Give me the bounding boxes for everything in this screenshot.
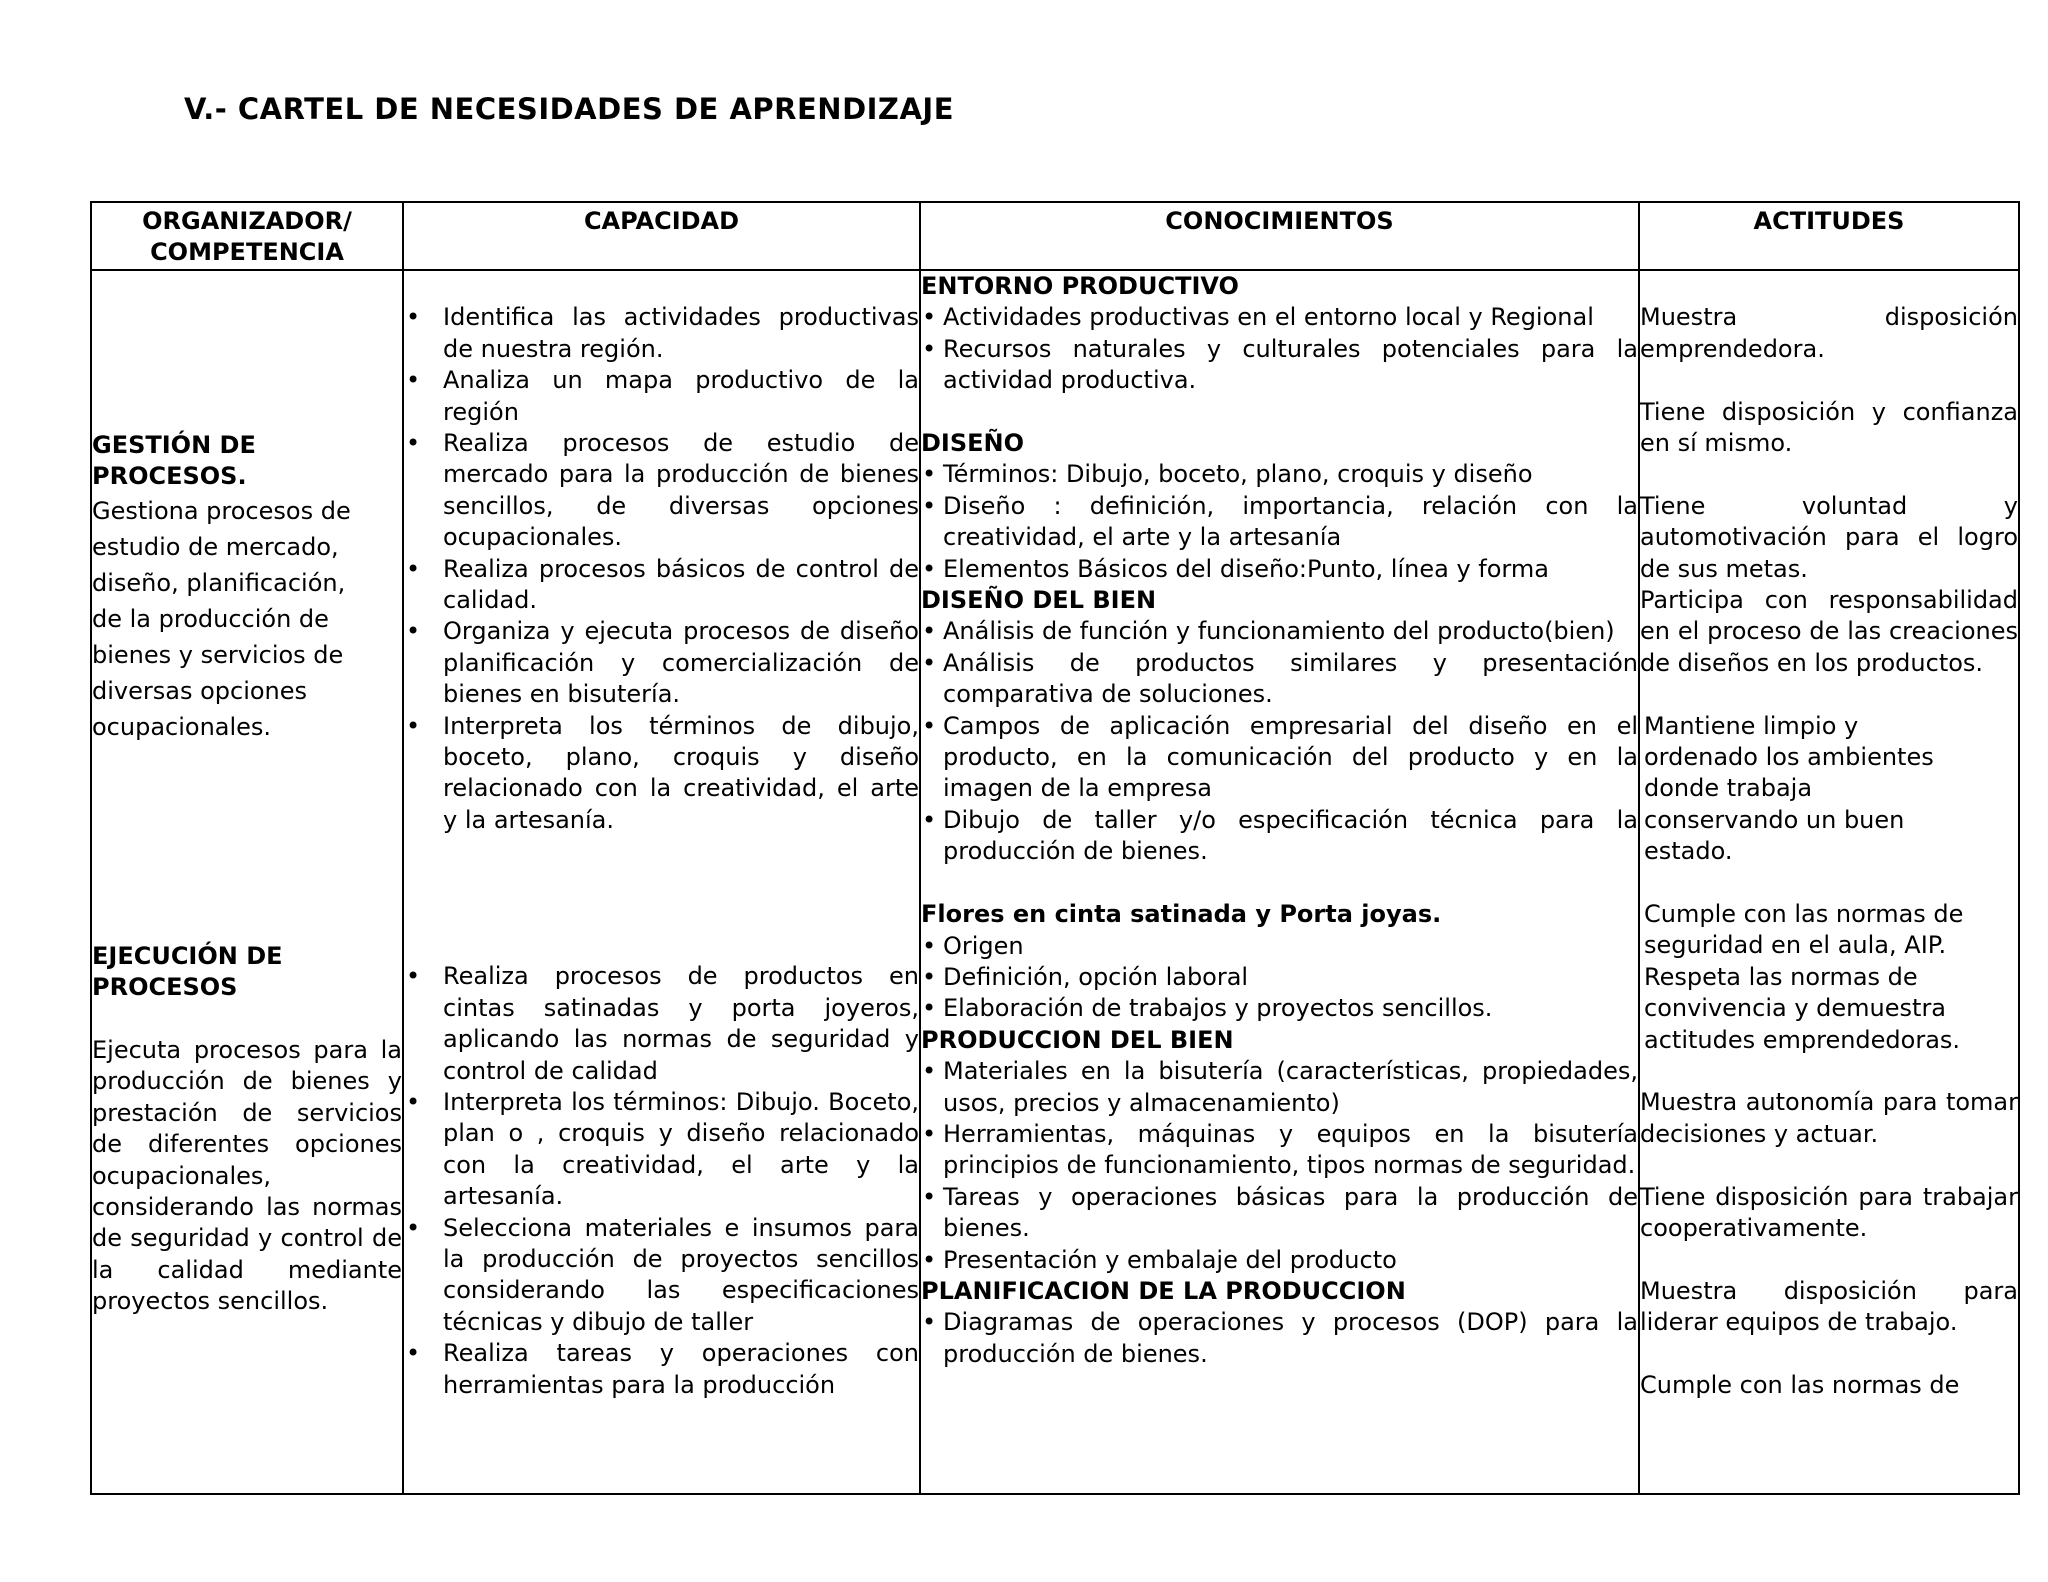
actitud-limpieza-line: Mantiene limpio y bbox=[1644, 711, 1859, 740]
list-item: • Presentación y embalaje del producto bbox=[921, 1245, 1638, 1276]
list-item: • Definición, opción laboral bbox=[921, 962, 1638, 993]
actitudes-cell bbox=[1639, 270, 2019, 1494]
flores-title: Flores en cinta satinada y Porta joyas. bbox=[921, 900, 1442, 929]
actitud-seguridad bbox=[1640, 899, 2018, 1056]
organizador-cell bbox=[91, 270, 403, 1494]
header-organizador bbox=[91, 202, 403, 270]
content-row bbox=[91, 270, 2019, 1494]
gestion-title: GESTIÓN DE PROCESOS. bbox=[92, 431, 256, 491]
gestion-desc-line: diversas opciones bbox=[92, 676, 308, 705]
gestion-desc-line: bienes y servicios de bbox=[92, 640, 344, 669]
list-item: • Interpreta los términos de dibujo, boceto, plano, croquis y diseño relacionado con la creatividad, el arte y la artesanía. bbox=[404, 711, 919, 837]
actitud-limpieza-line: donde trabaja bbox=[1644, 774, 1813, 803]
list-item: • Análisis de función y funcionamiento del producto(bien) bbox=[921, 616, 1638, 647]
capacidad-cell bbox=[403, 270, 920, 1494]
header-organizador-line2: COMPETENCIA bbox=[150, 238, 344, 266]
list-item: • Tareas y operaciones básicas para la producción de bienes. bbox=[921, 1182, 1638, 1245]
gestion-desc-line: Gestiona procesos de bbox=[92, 496, 351, 525]
gestion-desc-line: ocupacionales. bbox=[92, 712, 272, 741]
header-row bbox=[91, 202, 2019, 270]
gestion-description bbox=[92, 493, 402, 745]
ejecucion-description: Ejecuta procesos para la producción de bienes y prestación de servicios de diferentes opciones ocupacionales, considerando las normas de seguridad y control de la calidad mediante proyectos sencillos. bbox=[92, 1036, 402, 1316]
flores-list bbox=[921, 931, 1638, 1025]
page-title: V.- CARTEL DE NECESIDADES DE APRENDIZAJE bbox=[184, 92, 955, 126]
header-capacidad: CAPACIDAD bbox=[403, 202, 920, 270]
actitud-limpieza bbox=[1640, 711, 2018, 868]
actitud-seguridad-line: Respeta las normas de bbox=[1644, 962, 1918, 991]
gestion-desc-line: de la producción de bbox=[92, 604, 329, 633]
list-item: • Elaboración de trabajos y proyectos sencillos. bbox=[921, 993, 1638, 1024]
list-item: • Organiza y ejecuta procesos de diseño planificación y comercialización de bienes en bisutería. bbox=[404, 616, 919, 710]
list-item: • Interpreta los términos: Dibujo. Boceto, plan o , croquis y diseño relacionado con la creatividad, el arte y la artesanía. bbox=[404, 1087, 919, 1213]
diseno-bien-list bbox=[921, 616, 1638, 867]
list-item: • Identifica las actividades productivas de nuestra región. bbox=[404, 302, 919, 365]
actitud-automotivacion: Tiene voluntad y automotivación para el logro de sus metas. bbox=[1640, 491, 2018, 583]
actitud-responsabilidad: Participa con responsabilidad en el proceso de las creaciones de diseños en los productos. bbox=[1640, 586, 2018, 677]
diseno-bien-title: DISEÑO DEL BIEN bbox=[921, 586, 1157, 615]
list-item: • Recursos naturales y culturales potenciales para la actividad productiva. bbox=[921, 334, 1638, 397]
list-item: • Materiales en la bisutería (características, propiedades, usos, precios y almacenamiento) bbox=[921, 1056, 1638, 1119]
learning-needs-table bbox=[90, 201, 2020, 1495]
list-item: • Campos de aplicación empresarial del diseño en el producto, en la comunicación del producto y en la imagen de la empresa bbox=[921, 711, 1638, 805]
actitud-seguridad-line: actitudes emprendedoras. bbox=[1644, 1025, 1961, 1054]
diseno-title: DISEÑO bbox=[921, 429, 1025, 458]
planificacion-title: PLANIFICACION DE LA PRODUCCION bbox=[921, 1276, 1406, 1305]
ejecucion-title: EJECUCIÓN DE PROCESOS bbox=[92, 941, 283, 1002]
list-item: • Selecciona materiales e insumos para la producción de proyectos sencillos considerando las especificaciones técnicas y dibujo de taller bbox=[404, 1213, 919, 1339]
capacidad-ejecucion-list bbox=[404, 961, 919, 1401]
produccion-list bbox=[921, 1056, 1638, 1276]
list-item: • Análisis de productos similares y presentación comparativa de soluciones. bbox=[921, 648, 1638, 711]
conocimientos-cell bbox=[920, 270, 1639, 1494]
actitud-cooperacion: Tiene disposición para trabajar cooperativamente. bbox=[1640, 1182, 2018, 1243]
entorno-title: ENTORNO PRODUCTIVO bbox=[921, 272, 1239, 300]
list-item: • Realiza procesos básicos de control de calidad. bbox=[404, 554, 919, 617]
header-organizador-line1: ORGANIZADOR/ bbox=[142, 207, 352, 235]
actitud-seguridad-line: seguridad en el aula, AIP. bbox=[1644, 931, 1947, 960]
list-item: • Realiza procesos de productos en cintas satinadas y porta joyeros, aplicando las normas de seguridad y control de calidad bbox=[404, 961, 919, 1087]
actitud-liderazgo: Muestra disposición para liderar equipos de trabajo. bbox=[1640, 1276, 2018, 1337]
actitud-limpieza-line: ordenado los ambientes bbox=[1644, 743, 1934, 772]
actitud-seguridad-line: Cumple con las normas de bbox=[1644, 900, 1964, 929]
actitud-autonomia: Muestra autonomía para tomar decisiones y actuar. bbox=[1640, 1088, 2018, 1148]
actitud-limpieza-line: estado. bbox=[1644, 837, 1733, 866]
list-item: • Diseño : definición, importancia, relación con la creatividad, el arte y la artesanía bbox=[921, 491, 1638, 554]
gestion-desc-line: estudio de mercado, bbox=[92, 532, 339, 561]
planificacion-list bbox=[921, 1307, 1638, 1370]
header-conocimientos: CONOCIMIENTOS bbox=[920, 202, 1639, 270]
header-actitudes: ACTITUDES bbox=[1639, 202, 2019, 270]
list-item: • Dibujo de taller y/o especificación técnica para la producción de bienes. bbox=[921, 805, 1638, 868]
list-item: • Elementos Básicos del diseño:Punto, línea y forma bbox=[921, 554, 1638, 585]
list-item: • Origen bbox=[921, 931, 1638, 962]
list-item: • Actividades productivas en el entorno local y Regional bbox=[921, 302, 1638, 333]
diseno-list bbox=[921, 459, 1638, 585]
list-item: • Herramientas, máquinas y equipos en la bisutería principios de funcionamiento, tipos normas de seguridad. bbox=[921, 1119, 1638, 1182]
list-item: • Diagramas de operaciones y procesos (DOP) para la producción de bienes. bbox=[921, 1307, 1638, 1370]
list-item: • Analiza un mapa productivo de la región bbox=[404, 365, 919, 428]
actitud-emprendedora: Muestra disposición emprendedora. bbox=[1640, 303, 2018, 363]
list-item: • Términos: Dibujo, boceto, plano, croquis y diseño bbox=[921, 459, 1638, 490]
gestion-desc-line: diseño, planificación, bbox=[92, 568, 346, 597]
list-item: • Realiza tareas y operaciones con herramientas para la producción bbox=[404, 1338, 919, 1401]
actitud-normas: Cumple con las normas de bbox=[1640, 1371, 1960, 1400]
capacidad-gestion-list bbox=[404, 302, 919, 836]
actitud-limpieza-line: conservando un buen bbox=[1644, 805, 1905, 834]
actitud-seguridad-line: convivencia y demuestra bbox=[1644, 994, 1947, 1023]
actitud-confianza: Tiene disposición y confianza en sí mismo. bbox=[1640, 397, 2018, 457]
list-item: • Realiza procesos de estudio de mercado para la producción de bienes sencillos, de diversas opciones ocupacionales. bbox=[404, 428, 919, 554]
produccion-title: PRODUCCION DEL BIEN bbox=[921, 1025, 1234, 1054]
entorno-list bbox=[921, 302, 1638, 396]
